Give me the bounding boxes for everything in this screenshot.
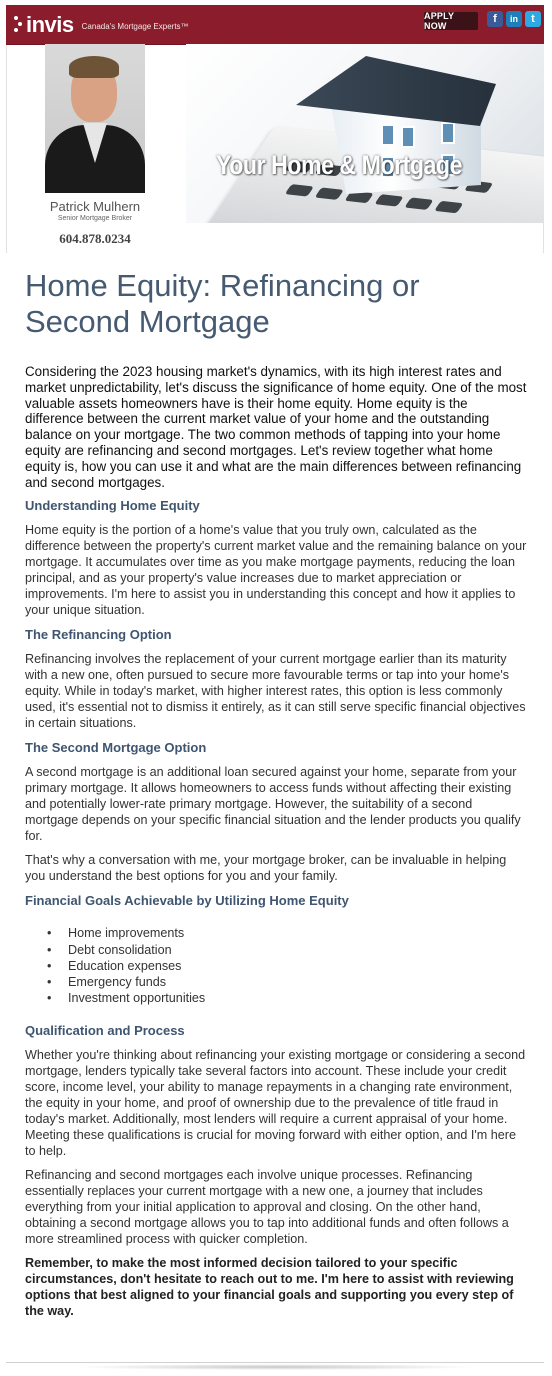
house-roof-graphic <box>296 56 496 126</box>
facebook-icon[interactable]: f <box>487 11 503 27</box>
list-item: • Debt consolidation <box>47 942 527 958</box>
list-item: • Emergency funds <box>47 974 527 990</box>
hero-banner-image <box>186 44 544 223</box>
article-title: Home Equity: Refinancing or Second Mortgage <box>25 268 420 339</box>
list-item: • Education expenses <box>47 958 527 974</box>
closing-paragraph: Remember, to make the most informed decision tailored to your specific circumstances, don't hesitate to reach out to me. I'm here to assist with reviewing options that best aligned to your financial goals and supporting you every step of the way. <box>25 1256 514 1319</box>
section-heading: Qualification and Process <box>25 1023 185 1039</box>
article <box>25 268 527 1319</box>
list-item: • Home improvements <box>47 925 527 941</box>
apply-now-button[interactable]: APPLY NOW <box>424 12 478 30</box>
logo-wordmark: invis <box>26 11 74 37</box>
article-intro: Considering the 2023 housing market's dynamics, with its high interest rates and market unpredictability, let's discuss the significance of home equity. One of the most valuable assets homeowners have is their home equity. Home equity is the difference between the current market value of your home and the outstanding balance on your mortgage. The two common methods of tapping into your home equity are refinancing and second mortgages. Let's review together what home equity is, how you can use it and what are the main differences between refinancing and second mortgages. <box>25 364 527 490</box>
list-item: • Investment opportunities <box>47 990 527 1006</box>
section-paragraph: A second mortgage is an additional loan secured against your home, separate from your primary mortgage. It allows homeowners to access funds without affecting their existing and potentially lower-rate primary mortgage. However, the suitability of a second mortgage depends on your specific financial situation and the lender products you qualify for. <box>25 765 521 844</box>
logo-tagline: Canada's Mortgage Experts™ <box>81 22 189 31</box>
section-heading: The Second Mortgage Option <box>25 740 207 756</box>
section-paragraph: Home equity is the portion of a home's value that you truly own, calculated as the difference between the property's current market value and the remaining balance on your mortgage. It accumulates over time as you make mortgage payments, reducing the loan principal, and as your property's value increases due to market appreciation or improvements. I'm here to assist you in understanding this concept and how it applies to your unique situation. <box>25 523 527 618</box>
agent-phone[interactable]: 604.878.0234 <box>59 231 131 246</box>
agent-name: Patrick Mulhern <box>49 199 141 214</box>
goals-list <box>47 925 527 1006</box>
agent-photo <box>45 44 145 193</box>
invis-logo[interactable] <box>14 12 189 38</box>
twitter-icon[interactable]: t <box>525 11 541 27</box>
footer-divider <box>6 1362 544 1363</box>
logo-dots-icon <box>14 13 24 37</box>
section-paragraph: Refinancing involves the replacement of your current mortgage earlier than its maturity with a new one, often pursued to secure more favourable terms or tap into your home's equity. While in today's market, with higher interest rates, this option is less commonly used, it's essential not to dismiss it entirely, as it can still serve specific financial objectives in certain situations. <box>25 652 526 731</box>
banner-title: Your Home & Mortgage <box>216 150 462 180</box>
section-paragraph: That's why a conversation with me, your mortgage broker, can be invaluable in helping you understand the best options for you and your family. <box>25 853 507 884</box>
section-paragraph: Refinancing and second mortgages each involve unique processes. Refinancing essentially replaces your current mortgage with a new one, a journey that includes everything from your initial application to approval and closing. On the other hand, obtaining a second mortgage allows you to tap into additional funds and often follows a more streamlined process with quicker completion. <box>25 1168 509 1247</box>
section-heading: Understanding Home Equity <box>25 498 200 514</box>
header-bar <box>6 5 544 45</box>
section-heading: The Refinancing Option <box>25 627 172 643</box>
agent-title: Senior Mortgage Broker <box>57 215 133 222</box>
section-paragraph: Whether you're thinking about refinancing your existing mortgage or considering a second mortgage, lenders typically take several factors into account. These include your credit score, income level, your ability to manage repayments in a changing rate environment, the equity in your home, and proof of ownership due to the prevalence of title fraud in today's market. Additionally, most lenders will require a current appraisal of your home. Meeting these qualifications is crucial for moving forward with either option, and I'm here to help. <box>25 1048 526 1159</box>
section-heading: Financial Goals Achievable by Utilizing Home Equity <box>25 893 349 909</box>
footer-shadow <box>70 1364 480 1370</box>
linkedin-icon[interactable]: in <box>506 11 522 27</box>
